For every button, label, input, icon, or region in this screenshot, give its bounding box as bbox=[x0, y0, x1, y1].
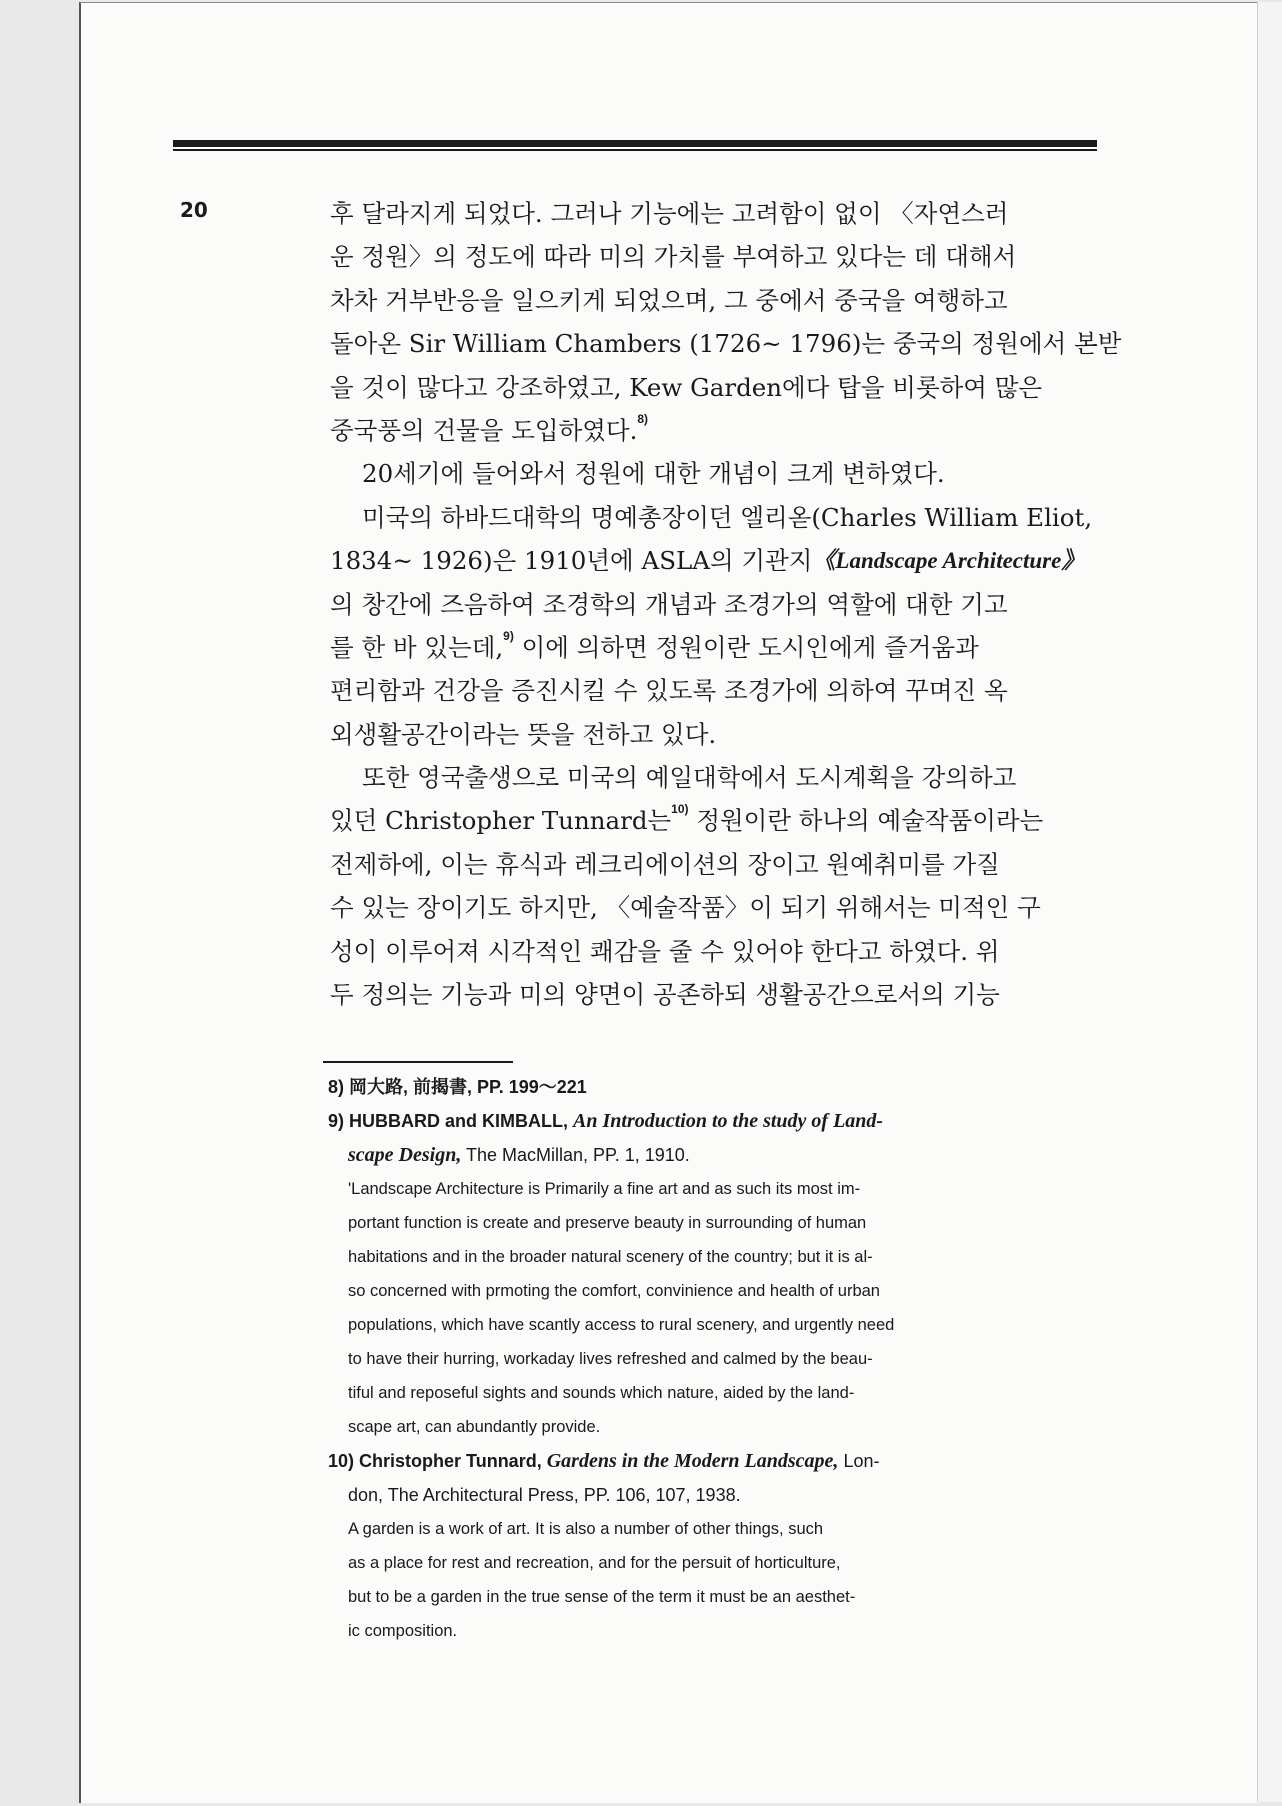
body-line: 차차 거부반응을 일으키게 되었으며, 그 중에서 중국을 여행하고 bbox=[330, 285, 1008, 315]
footnote-author: Christopher Tunnard, bbox=[359, 1451, 542, 1471]
quote-line: so concerned with prmoting the comfort, convinience and health of urban bbox=[348, 1282, 880, 1300]
quote-line: habitations and in the broader natural scenery of the country; but it is al- bbox=[348, 1248, 873, 1266]
body-line-text: 있던 Christopher Tunnard는 bbox=[330, 806, 672, 836]
footnote-number: 9) bbox=[328, 1111, 345, 1131]
footnote-publisher: Lon- bbox=[843, 1451, 880, 1471]
footnote-10-cont: don, The Architectural Press, PP. 106, 107, 1938. bbox=[348, 1485, 741, 1505]
footnote-number: 10) bbox=[328, 1451, 355, 1471]
body-line: 전제하에, 이는 휴식과 레크리에이션의 장이고 원예취미를 가질 bbox=[330, 849, 1000, 879]
footnote-title: Gardens in the Modern Landscape, bbox=[546, 1450, 839, 1472]
body-line: 성이 이루어져 시각적인 쾌감을 줄 수 있어야 한다고 하였다. 위 bbox=[330, 936, 1000, 966]
header-rule bbox=[173, 140, 1097, 151]
body-line: 외생활공간이라는 뜻을 전하고 있다. bbox=[330, 719, 717, 749]
body-line: 수 있는 장이기도 하지만, 〈예술작품〉이 되기 위해서는 미적인 구 bbox=[330, 893, 1041, 923]
footnote-ref: 9) bbox=[503, 628, 514, 643]
body-line: 편리함과 건강을 증진시킬 수 있도록 조경가에 의하여 꾸며진 옥 bbox=[330, 676, 1008, 706]
body-line: 을 것이 많다고 강조하였고, Kew Garden에다 탑을 비롯하여 많은 bbox=[330, 372, 1043, 402]
footnote-title: scape Design, bbox=[348, 1144, 462, 1166]
body-line-text: 1834~ 1926)은 1910년에 ASLA의 기관지 bbox=[330, 546, 813, 576]
footnote-9-cont bbox=[328, 1143, 1096, 1177]
journal-title: 《Landscape Architecture》 bbox=[812, 548, 1085, 574]
body-line: 후 달라지게 되었다. 그러나 기능에는 고려함이 없이 〈자연스러 bbox=[330, 199, 1009, 228]
body-line bbox=[330, 630, 1085, 673]
quote-line: ic composition. bbox=[348, 1622, 458, 1640]
footnote-8 bbox=[328, 1075, 1096, 1109]
body-line: 의 창간에 즈음하여 조경학의 개념과 조경가의 역할에 대한 기고 bbox=[330, 589, 1008, 619]
page-number: 20 bbox=[180, 198, 208, 222]
body-line bbox=[330, 803, 1085, 846]
quote-line: but to be a garden in the true sense of the term it must be an aesthet- bbox=[348, 1588, 856, 1606]
footnote-publisher: The MacMillan, PP. 1, 1910. bbox=[466, 1145, 690, 1165]
quote-line: scape art, can abundantly provide. bbox=[348, 1418, 601, 1436]
footnote-number: 8) bbox=[328, 1077, 345, 1097]
body-line: 돌아온 Sir William Chambers (1726~ 1796)는 중국의 정원에서 본받 bbox=[330, 329, 1122, 359]
body-line-text: 정원이란 하나의 예술작품이라는 bbox=[696, 806, 1044, 836]
footnote-ref: 8) bbox=[637, 411, 649, 426]
page-edge bbox=[1257, 2, 1282, 1802]
body-line: 미국의 하바드대학의 명예총장이던 엘리옫(Charles William Eliot, bbox=[362, 502, 1093, 532]
body-line-text: 중국풍의 건물을 도입하였다. bbox=[330, 415, 638, 445]
footnote-ref: 10) bbox=[671, 802, 689, 817]
body-text bbox=[330, 196, 1122, 1020]
footnote-title: An Introduction to the study of Land- bbox=[573, 1110, 884, 1132]
footnote-9 bbox=[328, 1109, 1096, 1143]
body-line bbox=[330, 543, 1085, 586]
quote-line: A garden is a work of art. It is also a number of other things, such bbox=[348, 1520, 824, 1538]
body-line: 또한 영국출생으로 미국의 예일대학에서 도시계획을 강의하고 bbox=[362, 763, 1017, 793]
body-line-text: 이에 의하면 정원이란 도시인에게 즐거움과 bbox=[521, 632, 979, 662]
body-line: 20세기에 들어와서 정원에 대한 개념이 크게 변하였다. bbox=[362, 459, 945, 489]
body-line-text: 를 한 바 있는데, bbox=[330, 632, 504, 662]
quote-line: populations, which have scantly access to rural scenery, and urgently need bbox=[348, 1316, 895, 1334]
footnote-text: 岡大路, 前揭書, PP. 199～221 bbox=[349, 1077, 587, 1097]
body-line: 두 정의는 기능과 미의 양면이 공존하되 생활공간으로서의 기능 bbox=[330, 980, 1000, 1010]
quote-line: as a place for rest and recreation, and for the persuit of horticulture, bbox=[348, 1554, 841, 1572]
body-line bbox=[330, 413, 1085, 456]
quote-line: tiful and reposeful sights and sounds which nature, aided by the land- bbox=[348, 1384, 855, 1402]
footnote-10 bbox=[328, 1449, 1096, 1483]
quote-line: portant function is create and preserve beauty in surrounding of human bbox=[348, 1214, 867, 1232]
quote-line: 'Landscape Architecture is Primarily a fine art and as such its most im- bbox=[348, 1180, 861, 1198]
footnote-rule bbox=[323, 1061, 513, 1063]
body-line: 운 정원〉의 정도에 따라 미의 가치를 부여하고 있다는 데 대해서 bbox=[330, 242, 1017, 272]
footnote-authors: HUBBARD and KIMBALL, bbox=[349, 1111, 569, 1131]
quote-line: to have their hurring, workaday lives refreshed and calmed by the beau- bbox=[348, 1350, 873, 1368]
footnotes bbox=[328, 1075, 1096, 1653]
